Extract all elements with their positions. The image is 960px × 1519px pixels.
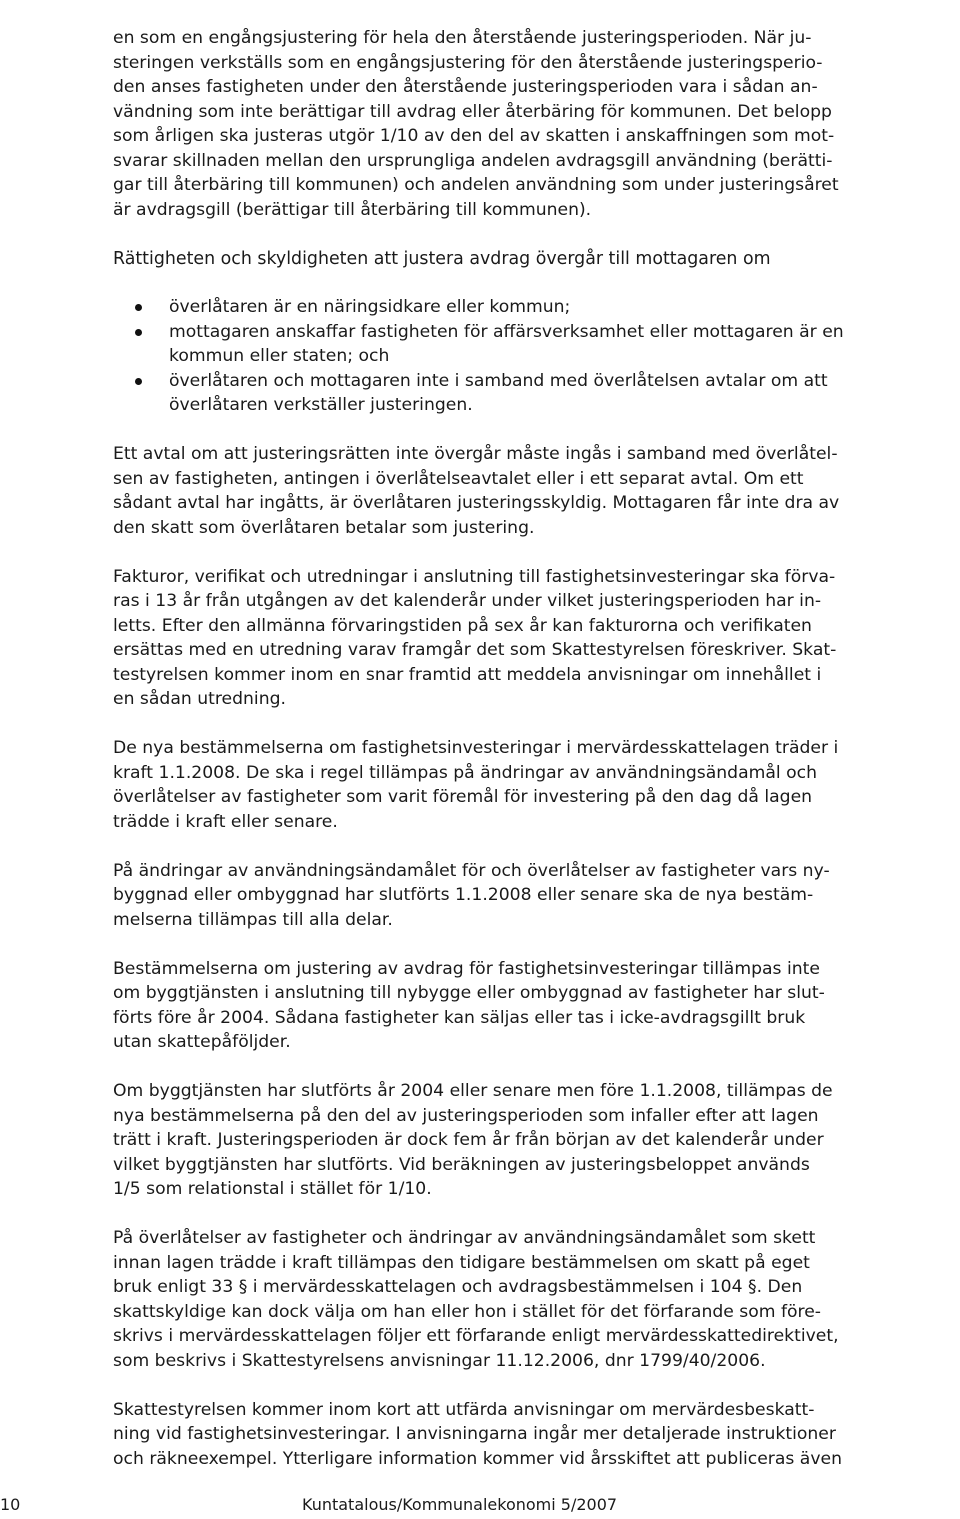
text-line: som årligen ska justeras utgör 1/10 av den del av skatten i anskaffningen som mot- — [113, 126, 835, 146]
text-line: vändning som inte berättigar till avdrag eller återbäring för kommunen. Det belopp — [113, 101, 832, 122]
text-line: kommun eller staten; och — [169, 346, 390, 366]
text-line: sen av fastigheten, antingen i överlåtelseavtalet eller i ett separat avtal. Om ett — [113, 468, 804, 489]
text-line: testyrelsen kommer inom en snar framtid att meddela anvisningar om innehållet i — [113, 664, 822, 685]
paragraph-earlier-rules — [113, 1226, 949, 1373]
text-line: förts före år 2004. Sådana fastigheter kan säljas eller tas i icke-avdragsgillt bruk — [113, 1007, 806, 1028]
text-line: överlåtaren verkställer justeringen. — [169, 395, 473, 415]
text-line: skrivs i mervärdesskattelagen följer ett förfarande enligt mervärdesskattedirektivet, — [113, 1326, 839, 1346]
paragraph-before-2004 — [113, 957, 949, 1055]
text-line: mottagaren anskaffar fastigheten för affärsverksamhet eller mottagaren är en — [169, 321, 844, 342]
list-item — [113, 320, 949, 369]
text-line: Skattestyrelsen kommer inom kort att utfärda anvisningar om mervärdesbeskatt- — [113, 1399, 815, 1420]
text-line: vilket byggtjänsten har slutförts. Vid beräkningen av justeringsbeloppet används — [113, 1154, 810, 1175]
text-line: en sådan utredning. — [113, 689, 286, 709]
text-line: innan lagen trädde i kraft tillämpas den tidigare bestämmelsen om skatt på eget — [113, 1252, 810, 1273]
text-line: är avdragsgill (berättigar till återbäring till kommunen). — [113, 199, 592, 220]
paragraph-rights-transfer — [113, 247, 949, 272]
text-line: byggnad eller ombyggnad har slutförts 1.1.2008 eller senare ska de nya bestäm- — [113, 885, 814, 905]
text-line: 1/5 som relationstal i stället för 1/10. — [113, 1179, 432, 1199]
paragraph-guidance — [113, 1398, 949, 1472]
bullet-icon — [135, 304, 142, 311]
text-line: steringen verkställs som en engångsjustering för den återstående justeringsperio- — [113, 52, 823, 73]
text-line: ning vid fastighetsinvesteringar. I anvisningarna ingår mer detaljerade instruktioner — [113, 1424, 836, 1444]
text-line: överlåtaren och mottagaren inte i samband med överlåtelsen avtalar om att — [169, 370, 828, 391]
text-line: gar till återbäring till kommunen) och andelen användning som under justeringsåret — [113, 175, 839, 195]
list-item — [113, 295, 949, 320]
text-line: Ett avtal om att justeringsrätten inte övergår måste ingås i samband med överlåtel- — [113, 444, 838, 464]
text-line: om byggtjänsten i anslutning till nybygge eller ombyggnad av fastigheter har slut- — [113, 983, 825, 1003]
paragraph-invoices — [113, 565, 949, 712]
text-line: ersättas med en utredning varav framgår det som Skattestyrelsen föreskriver. Skat- — [113, 640, 837, 660]
text-line: ras i 13 år från utgången av det kalenderår under vilket justeringsperioden har in- — [113, 591, 822, 611]
text-line: utan skattepåföljder. — [113, 1032, 291, 1052]
text-line: På ändringar av användningsändamålet för och överlåtelser av fastigheter vars ny- — [113, 860, 830, 881]
text-line: trätt i kraft. Justeringsperioden är dock fem år från början av det kalenderår under — [113, 1130, 824, 1150]
paragraph-new-build — [113, 859, 949, 933]
text-line: kraft 1.1.2008. De ska i regel tillämpas på ändringar av användningsändamål och — [113, 762, 817, 783]
publication-title: Kuntatalous/Kommunalekonomi 5/2007 — [302, 1495, 618, 1514]
paragraph-new-provisions — [113, 736, 949, 834]
text-line: De nya bestämmelserna om fastighetsinvesteringar i mervärdesskattelagen träder i — [113, 738, 839, 758]
text-line: melserna tillämpas till alla delar. — [113, 909, 393, 930]
text-line: överlåtelser av fastigheter som varit föremål för investering på den dag då lagen — [113, 787, 813, 807]
text-line: Fakturor, verifikat och utredningar i anslutning till fastighetsinvesteringar ska förva- — [113, 566, 836, 587]
text-line: Bestämmelserna om justering av avdrag för fastighetsinvesteringar tillämpas inte — [113, 958, 820, 979]
list-item — [113, 369, 949, 418]
text-line: den skatt som överlåtaren betalar som justering. — [113, 517, 535, 538]
paragraph-agreement — [113, 442, 949, 540]
bullet-icon — [135, 378, 142, 385]
text-line: som beskrivs i Skattestyrelsens anvisningar 11.12.2006, dnr 1799/40/2006. — [113, 1350, 766, 1371]
text-line: överlåtaren är en näringsidkare eller kommun; — [169, 297, 571, 317]
text-line: och räkneexempel. Ytterligare information kommer vid årsskiftet att publiceras även — [113, 1448, 842, 1469]
paragraph-2004-2008 — [113, 1079, 949, 1202]
bullet-icon — [135, 329, 142, 336]
text-line: På överlåtelser av fastigheter och ändringar av användningsändamålet som skett — [113, 1228, 816, 1248]
text-line: svarar skillnaden mellan den ursprungliga andelen avdragsgill användning (berätti- — [113, 150, 833, 171]
page-body — [113, 26, 949, 1471]
text-line: Om byggtjänsten har slutförts år 2004 eller senare men före 1.1.2008, tillämpas de — [113, 1081, 833, 1101]
conditions-list — [113, 295, 949, 418]
text-line: en som en engångsjustering för hela den återstående justeringsperioden. När ju- — [113, 28, 812, 48]
text-line: sådant avtal har ingåtts, är överlåtaren justeringsskyldig. Mottagaren får inte dra av — [113, 493, 840, 513]
text-line: den anses fastigheten under den återstående justeringsperioden vara i sådan an- — [113, 77, 818, 97]
text-line: trädde i kraft eller senare. — [113, 811, 338, 832]
text-line: skattskyldige kan dock välja om han eller hon i stället för det förfarande som före- — [113, 1301, 822, 1322]
text-line: nya bestämmelserna på den del av justeringsperioden som infaller efter att lagen — [113, 1105, 819, 1126]
paragraph-justering-continuation — [113, 26, 949, 222]
text-line: letts. Efter den allmänna förvaringstiden på sex år kan fakturorna och verifikaten — [113, 615, 812, 636]
text-line: bruk enligt 33 § i mervärdesskattelagen och avdragsbestämmelsen i 104 §. Den — [113, 1277, 803, 1297]
page-number: 10 — [0, 1495, 21, 1514]
text-line: Rättigheten och skyldigheten att justera avdrag övergår till mottagaren om — [113, 248, 771, 269]
